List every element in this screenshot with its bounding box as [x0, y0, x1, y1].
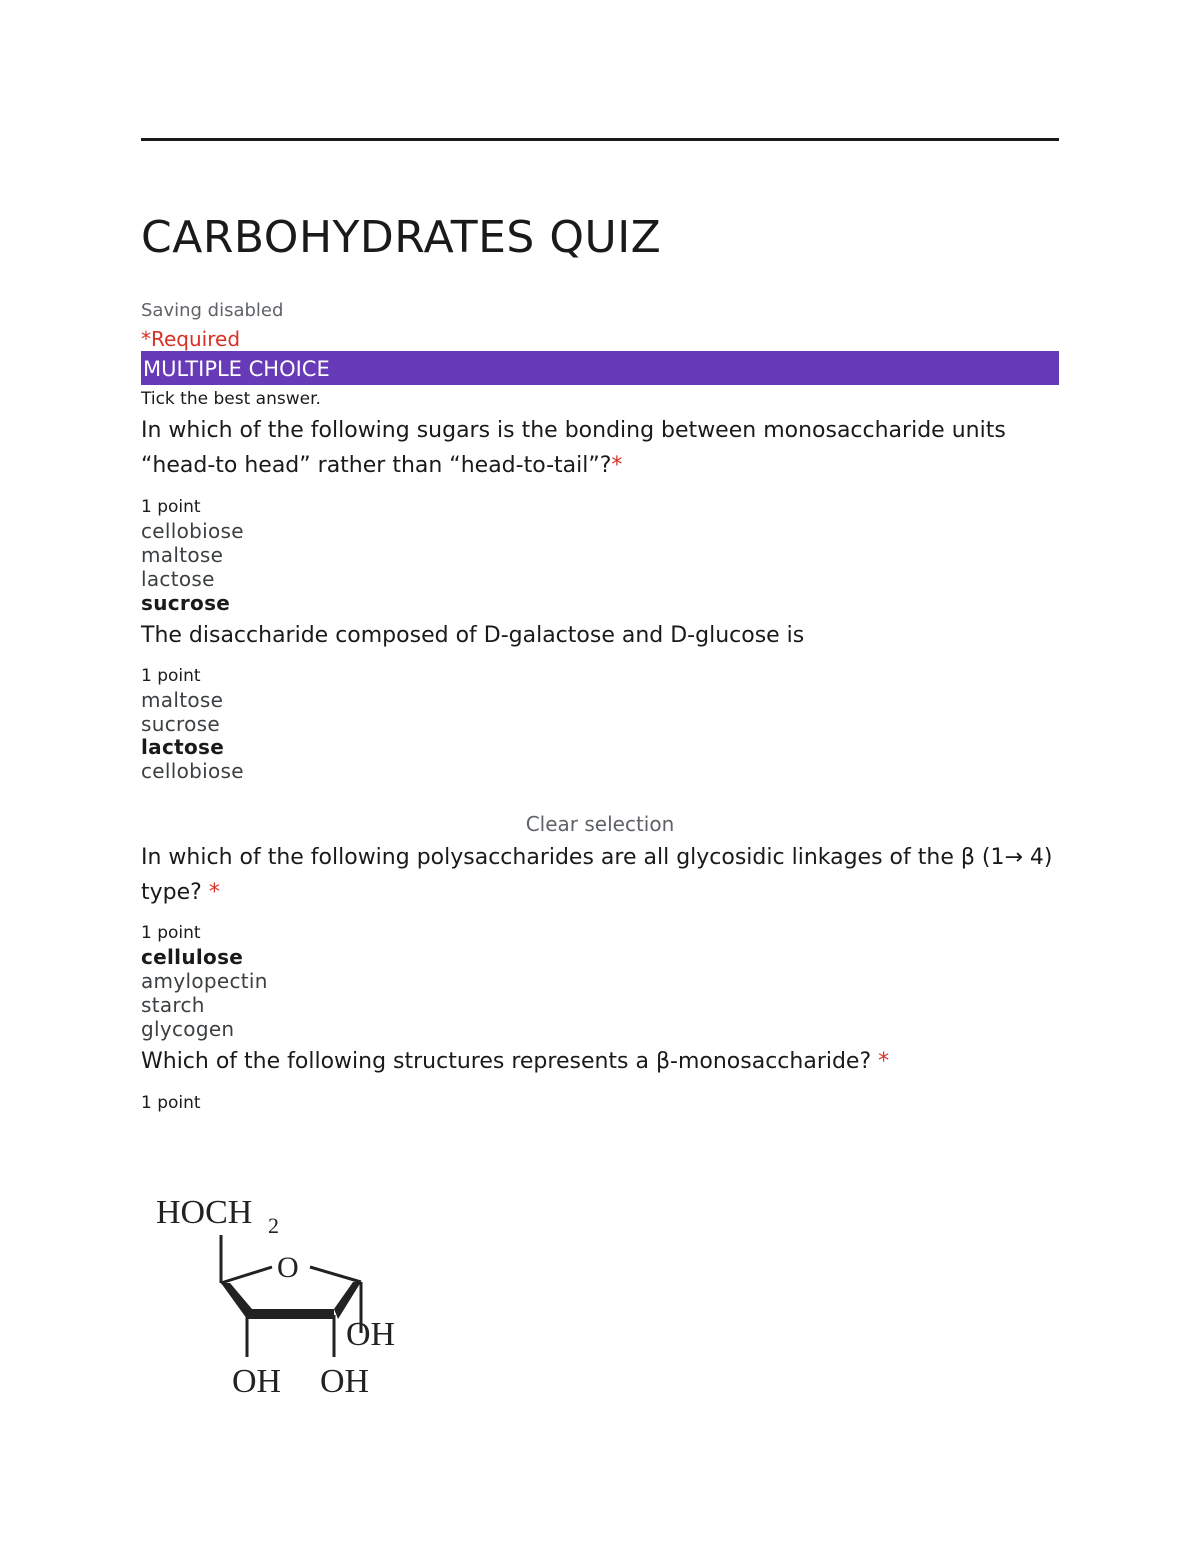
question-4-points: 1 point	[141, 1093, 201, 1113]
required-asterisk: *	[208, 880, 220, 905]
wedge-bond-right	[334, 1282, 361, 1319]
saving-status: Saving disabled	[141, 300, 284, 321]
ring-bond-left	[221, 1267, 272, 1283]
question-4-text: Which of the following structures represents a β-monosaccharide? *	[141, 1049, 890, 1074]
question-3-option-starch[interactable]: starch	[141, 993, 205, 1017]
question-3-text: In which of the following polysaccharides are all glycosidic linkages of the β (1→ 4) type? *	[141, 845, 1053, 905]
subscript-2-label: 2	[268, 1213, 279, 1238]
oh-bottom-left-label: OH	[232, 1363, 282, 1400]
section-title: MULTIPLE CHOICE	[143, 357, 330, 381]
question-3-option-cellulose-selected[interactable]: cellulose	[141, 945, 244, 969]
question-3-option-glycogen[interactable]: glycogen	[141, 1017, 235, 1041]
oh-bottom-right-label: OH	[320, 1363, 370, 1400]
question-3-points: 1 point	[141, 923, 201, 943]
structure-labels	[156, 1194, 395, 1400]
required-asterisk: *	[878, 1049, 890, 1074]
question-1-points: 1 point	[141, 497, 201, 517]
furanose-structure-image[interactable]	[150, 1185, 420, 1410]
section-header	[141, 351, 1059, 385]
oh-right-label: OH	[346, 1316, 396, 1353]
question-1-option-lactose[interactable]: lactose	[141, 567, 215, 591]
question-2-option-maltose[interactable]: maltose	[141, 688, 224, 712]
ring-oxygen-label: O	[277, 1251, 299, 1284]
question-2-points: 1 point	[141, 666, 201, 686]
form-title: CARBOHYDRATES QUIZ	[141, 212, 662, 263]
question-1-option-maltose[interactable]: maltose	[141, 543, 224, 567]
ring-bond-right	[310, 1267, 361, 1282]
section-instruction: Tick the best answer.	[141, 389, 321, 409]
required-note: *Required	[141, 327, 241, 351]
top-divider	[141, 138, 1059, 141]
required-asterisk: *	[611, 453, 623, 478]
hoch-label: HOCH	[156, 1194, 253, 1231]
question-2-option-sucrose[interactable]: sucrose	[141, 712, 220, 736]
question-1-text: In which of the following sugars is the bonding between monosaccharide units “head-to head” rather than “head-to-tail”?*	[141, 418, 1006, 478]
question-2-option-cellobiose[interactable]: cellobiose	[141, 759, 244, 783]
wedge-bond-front	[247, 1309, 334, 1319]
question-3-option-amylopectin[interactable]: amylopectin	[141, 969, 268, 993]
clear-selection-button[interactable]: Clear selection	[525, 812, 675, 836]
question-2-option-lactose-selected[interactable]: lactose	[141, 735, 225, 759]
question-1-option-sucrose-selected[interactable]: sucrose	[141, 591, 231, 615]
question-2-text: The disaccharide composed of D-galactose and D-glucose is	[141, 623, 805, 648]
question-1-option-cellobiose[interactable]: cellobiose	[141, 519, 244, 543]
